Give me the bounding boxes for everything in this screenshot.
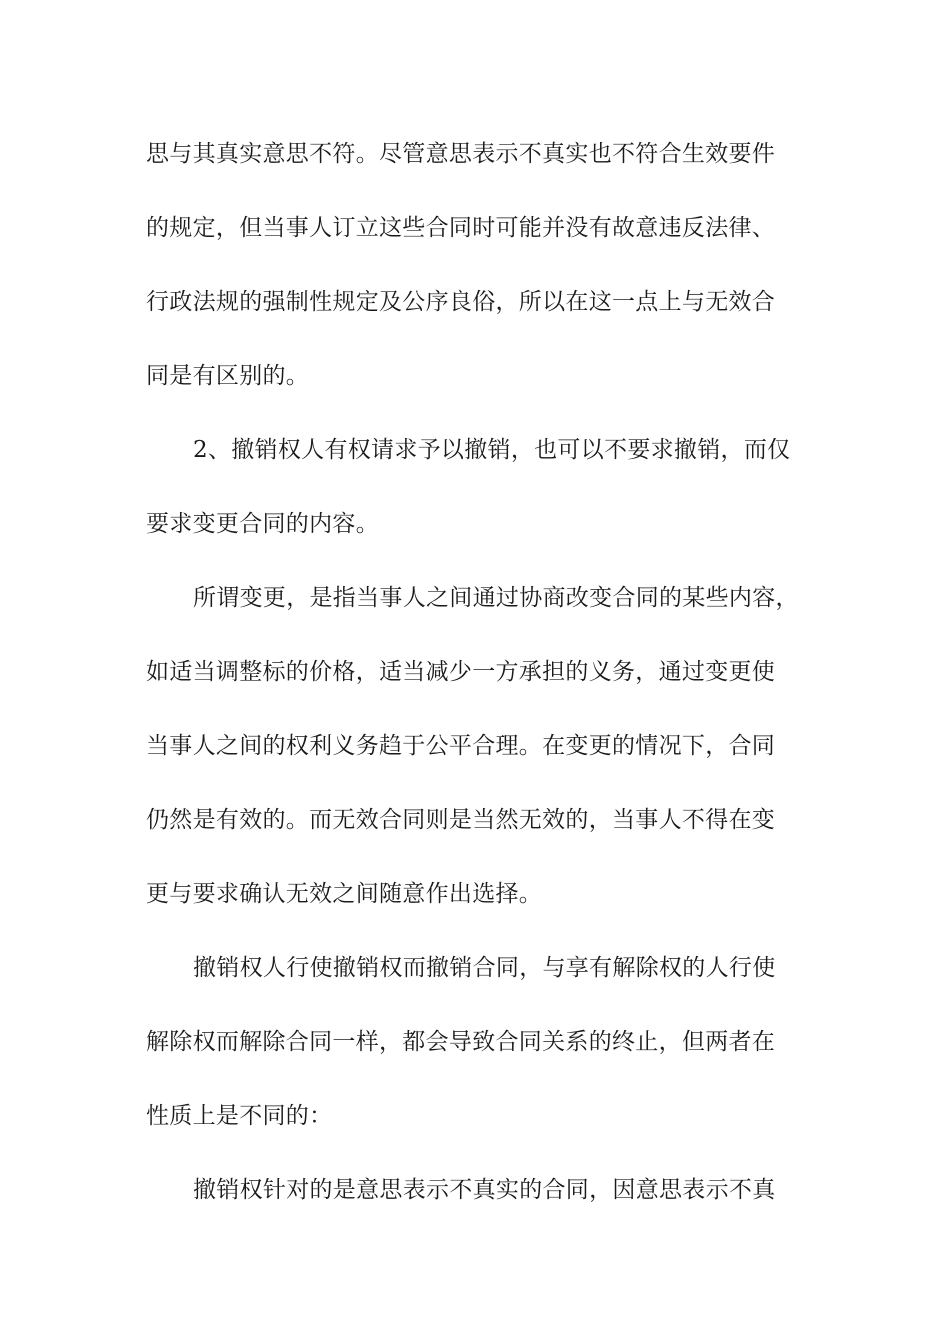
text-line: 仍然是有效的。而无效合同则是当然无效的，当事人不得在变 xyxy=(146,807,776,833)
paragraph-first-line: 2、撤销权人有权请求予以撤销，也可以不要求撤销，而仅 xyxy=(193,437,791,463)
text-line: 要求变更合同的内容。 xyxy=(146,511,379,537)
text-line: 更与要求确认无效之间随意作出选择。 xyxy=(146,881,543,907)
text-line: 行政法规的强制性规定及公序良俗，所以在这一点上与无效合 xyxy=(146,289,776,315)
text-line: 同是有区别的。 xyxy=(146,363,310,389)
text-line: 解除权而解除合同一样，都会导致合同关系的终止，但两者在 xyxy=(146,1029,776,1055)
text-line: 当事人之间的权利义务趋于公平合理。在变更的情况下，合同 xyxy=(146,733,776,759)
text-line: 思与其真实意思不符。尽管意思表示不真实也不符合生效要件 xyxy=(146,141,776,167)
paragraph-first-line: 撤销权针对的是意思表示不真实的合同，因意思表示不真 xyxy=(193,1177,776,1203)
paragraph-first-line: 撤销权人行使撤销权而撤销合同，与享有解除权的人行使 xyxy=(193,955,776,981)
text-line: 如适当调整标的价格，适当减少一方承担的义务，通过变更使 xyxy=(146,659,776,685)
paragraph-first-line: 所谓变更，是指当事人之间通过协商改变合同的某些内容， xyxy=(193,585,799,611)
text-line: 性质上是不同的： xyxy=(146,1103,333,1129)
text-line: 的规定，但当事人订立这些合同时可能并没有故意违反法律、 xyxy=(146,215,776,241)
